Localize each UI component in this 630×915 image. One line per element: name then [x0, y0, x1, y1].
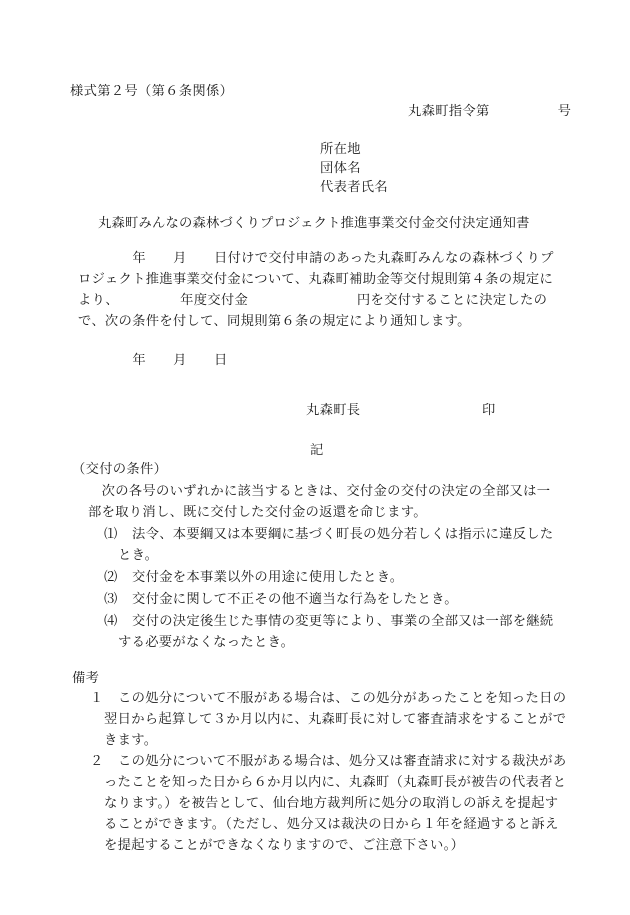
date-line: 年 月 日 — [78, 353, 228, 368]
condition-line: 交付金に関して不正その他不適当な行為をしたとき。 — [132, 592, 458, 607]
conditions-intro-line: 部を取り消し、既に交付した交付金の返還を命じます。 — [88, 505, 427, 520]
representative-label: 代表者氏名 — [320, 180, 388, 195]
form-number: 様式第２号（第６条関係） — [70, 84, 234, 99]
condition-line: とき。 — [118, 548, 159, 563]
body-line: 年 月 日付けで交付申請のあった丸森町みんなの森林づくりプ — [78, 251, 554, 266]
body-line: より、 年度交付金 円を交付することに決定したの — [78, 293, 548, 308]
issuer-name: 丸森町長 — [306, 403, 361, 418]
condition-number: ⑷ — [104, 614, 118, 629]
condition-number: ⑴ — [104, 527, 118, 542]
address-label: 所在地 — [320, 142, 361, 157]
note-number: １ — [90, 691, 104, 706]
condition-line: 交付の決定後生じた事情の変更等により、事業の全部又は一部を継続 — [132, 614, 554, 629]
body-line: で、次の条件を付して、同規則第６条の規定により通知します。 — [78, 314, 471, 329]
note-line: きます。 — [104, 733, 158, 748]
body-line: ロジェクト推進事業交付金について、丸森町補助金等交付規則第４条の規定に — [78, 272, 554, 287]
condition-line: 法令、本要綱又は本要綱に基づく町長の処分若しくは指示に違反した — [132, 527, 554, 542]
condition-line: 交付金を本事業以外の用途に使用したとき。 — [132, 570, 404, 585]
note-line: この処分について不服がある場合は、処分又は審査請求に対する裁決があ — [118, 754, 567, 769]
conditions-intro-line: 次の各号のいずれかに該当するときは、交付金の交付の決定の全部又は一 — [88, 484, 551, 499]
document-title: 丸森町みんなの森林づくりプロジェクト推進事業交付金交付決定通知書 — [98, 216, 530, 231]
condition-number: ⑶ — [104, 592, 118, 607]
ki-mark: 記 — [310, 443, 324, 458]
note-line: ったことを知った日から６か月以内に、丸森町（丸森町長が被告の代表者と — [104, 775, 567, 790]
conditions-heading: （交付の条件） — [72, 462, 168, 477]
note-line: 翌日から起算して３か月以内に、丸森町長に対して審査請求をすることがで — [104, 712, 567, 727]
seal-mark: 印 — [482, 403, 496, 418]
note-line: を提起することができなくなりますので、ご注意下さい。） — [104, 838, 465, 853]
organization-label: 団体名 — [320, 161, 361, 176]
note-line: ることができます。（ただし、処分又は裁決の日から１年を経過すると訴え — [104, 817, 559, 832]
note-line: この処分について不服がある場合は、この処分があったことを知った日の — [118, 691, 567, 706]
condition-number: ⑵ — [104, 570, 118, 585]
condition-line: する必要がなくなったとき。 — [118, 635, 295, 650]
document-number: 丸森町指令第 号 — [408, 104, 572, 119]
note-line: なります。）を被告として、仙台地方裁判所に処分の取消しの訴えを提起す — [104, 796, 559, 811]
note-number: ２ — [90, 754, 104, 769]
notes-heading: 備考 — [72, 671, 100, 686]
